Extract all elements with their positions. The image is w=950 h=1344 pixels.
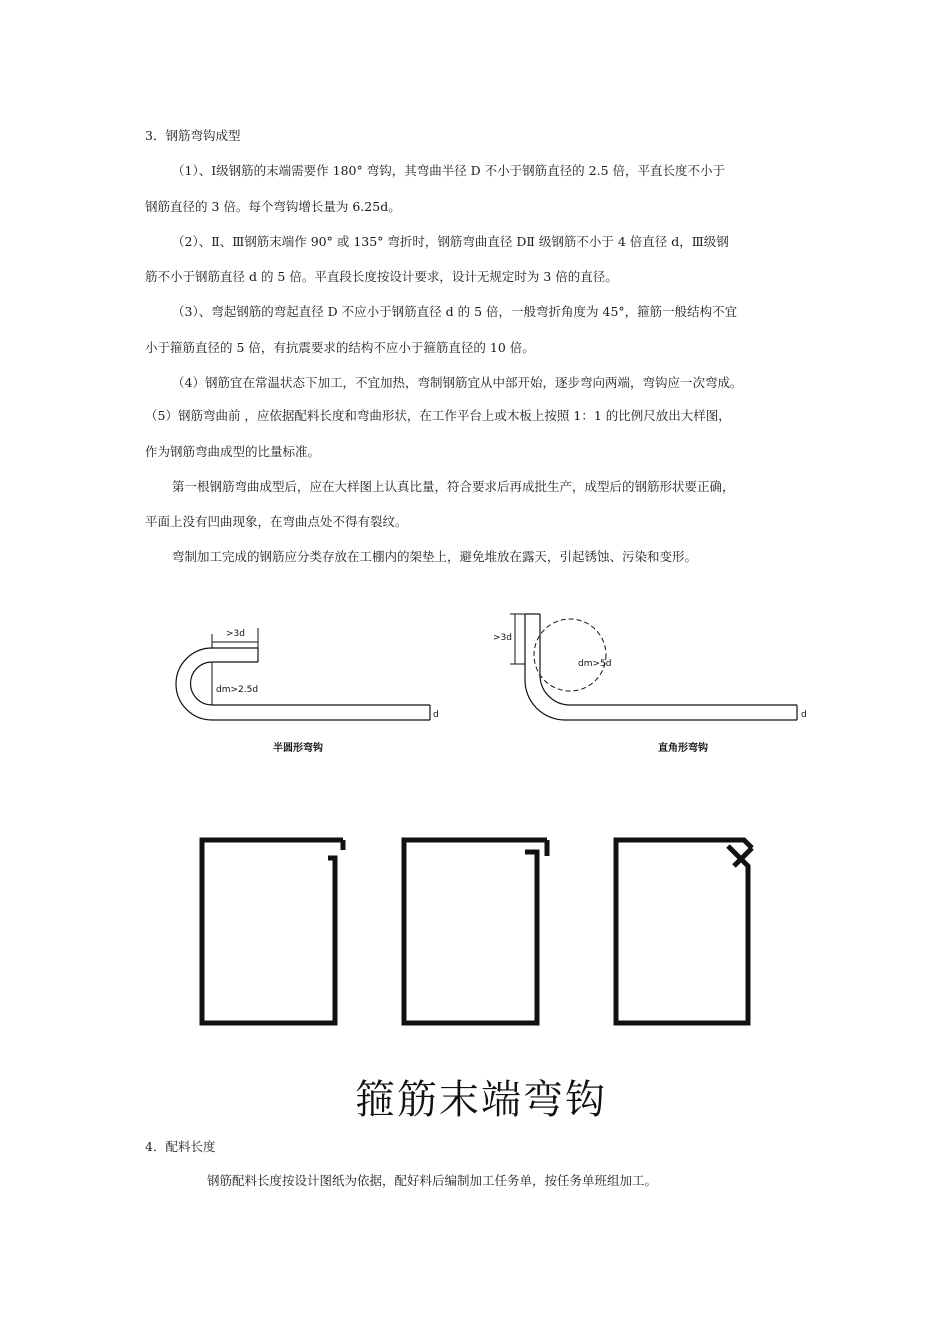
end-label: d: [433, 710, 439, 720]
end-label: d: [801, 710, 807, 720]
stirrup-hooks-caption: 箍筋末端弯钩: [355, 1077, 607, 1123]
paragraph-4: （4）钢筋宜在常温状态下加工，不宜加热，弯制钢筋宜从中部开始，逐步弯向两端，弯钩应一次弯成。: [172, 375, 743, 390]
paragraph-7: 弯制加工完成的钢筋应分类存放在工棚内的架垫上，避免堆放在露天，引起锈蚀、污染和变形。: [172, 549, 698, 564]
paragraph-6-line-1: 第一根钢筋弯曲成型后，应在大样图上认真比量，符合要求后再成批生产，成型后的钢筋形状要正确，: [172, 479, 735, 494]
paragraph-1-line-1: （1）、Ⅰ级钢筋的末端需要作 180° 弯钩，其弯曲半径 D 不小于钢筋直径的 2.5 倍，平直长度不小于: [172, 163, 725, 178]
stirrup-hooks-diagram: [0, 820, 950, 1040]
paragraph-3-line-1: （3）、弯起钢筋的弯起直径 D 不应小于钢筋直径 d 的 5 倍，一般弯折角度为 45°，箍筋一般结构不宜: [172, 304, 738, 319]
dim-side-label: >3d: [493, 633, 512, 643]
paragraph-2-line-2: 筋不小于钢筋直径 d 的 5 倍。平直段长度按设计要求，设计无规定时为 3 倍的直径。: [145, 269, 618, 284]
paragraph-6-line-2: 平面上没有凹曲现象，在弯曲点处不得有裂纹。: [145, 514, 408, 529]
dim-top-label: >3d: [226, 629, 245, 639]
dim-inner-label: dm>2.5d: [216, 685, 259, 695]
semicircular-hook-caption: 半圆形弯钩: [273, 743, 323, 754]
section-4-heading: 4．配料长度: [145, 1139, 216, 1154]
section-3-heading: 3．钢筋弯钩成型: [145, 128, 241, 143]
paragraph-5-line-1: （5）钢筋弯曲前 ，应依据配料长度和弯曲形状，在工作平台上或木板上按照 1：1 的比例尺放出大样图，: [145, 408, 731, 423]
stirrup-90-hook-1: [202, 840, 343, 1023]
paragraph-2-line-1: （2）、Ⅱ、Ⅲ钢筋末端作 90° 或 135° 弯折时，钢筋弯曲直径 DⅡ 级钢筋不小于 4 倍直径 d，Ⅲ级钢: [172, 234, 729, 249]
paragraph-1-line-2: 钢筋直径的 3 倍。每个弯钩增长量为 6.25d。: [145, 199, 401, 214]
stirrup-135-hook: [616, 840, 752, 1023]
right-angle-hook-diagram: [510, 614, 797, 720]
paragraph-5-line-2: 作为钢筋弯曲成型的比量标准。: [145, 444, 321, 459]
stirrup-90-hook-2: [404, 840, 547, 1023]
paragraph-3-line-2: 小于箍筋直径的 5 倍，有抗震要求的结构不应小于箍筋直径的 10 倍。: [145, 340, 535, 355]
semicircular-hook-diagram: [176, 628, 430, 720]
dim-inner-label: dm>5d: [578, 659, 612, 669]
section-4-paragraph: 钢筋配料长度按设计图纸为依据，配好料后编制加工任务单，按任务单班组加工。: [207, 1173, 658, 1188]
right-angle-hook-caption: 直角形弯钩: [658, 743, 708, 754]
